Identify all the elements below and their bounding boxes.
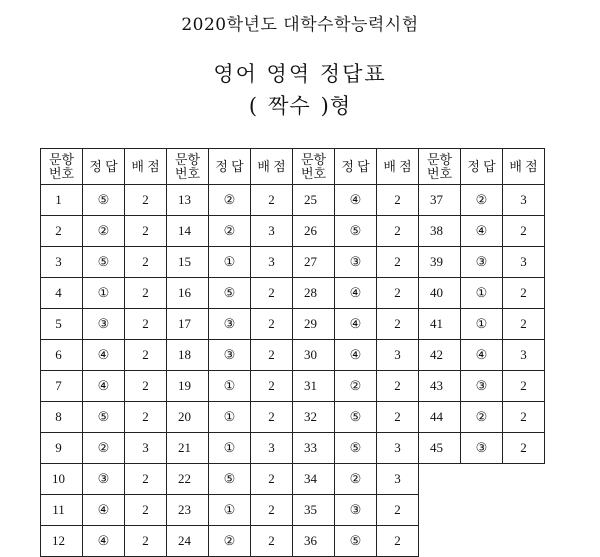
empty-cell [461,495,503,526]
question-points: 2 [125,464,167,495]
question-points: 2 [125,247,167,278]
question-points: 2 [251,278,293,309]
question-number: 38 [419,216,461,247]
question-number: 31 [293,371,335,402]
correct-answer: ② [461,185,503,216]
correct-answer: ⑤ [335,216,377,247]
column-header-number [293,149,335,185]
question-number: 14 [167,216,209,247]
question-points: 2 [251,371,293,402]
question-points: 2 [377,309,419,340]
correct-answer: ⑤ [209,278,251,309]
type-name: 짝수 [268,94,311,118]
table-row [41,371,545,402]
type-open-paren: ( [248,94,259,118]
correct-answer: ④ [461,340,503,371]
question-number: 9 [41,433,83,464]
question-number: 18 [167,340,209,371]
question-points: 3 [377,340,419,371]
question-number: 7 [41,371,83,402]
correct-answer: ② [83,433,125,464]
empty-cell [461,464,503,495]
question-number: 12 [41,526,83,557]
question-points: 2 [125,216,167,247]
question-points: 2 [503,216,545,247]
correct-answer: ② [461,402,503,433]
question-number: 26 [293,216,335,247]
correct-answer: ① [461,278,503,309]
table-row [41,433,545,464]
question-points: 2 [377,185,419,216]
question-number: 3 [41,247,83,278]
question-number: 13 [167,185,209,216]
column-header-number-line2: 번호 [48,165,75,181]
empty-cell [419,464,461,495]
question-number: 21 [167,433,209,464]
question-number: 6 [41,340,83,371]
correct-answer: ④ [335,340,377,371]
column-header-number-line2: 번호 [426,165,453,181]
question-number: 37 [419,185,461,216]
question-points: 2 [377,247,419,278]
correct-answer: ⑤ [83,185,125,216]
question-points: 2 [125,371,167,402]
correct-answer: ② [209,216,251,247]
correct-answer: ⑤ [335,526,377,557]
question-number: 8 [41,402,83,433]
question-number: 1 [41,185,83,216]
answer-table-body [41,185,545,557]
empty-cell [419,495,461,526]
correct-answer: ③ [461,247,503,278]
question-points: 2 [251,309,293,340]
column-header-points: 배 점 [503,149,545,185]
table-row [41,278,545,309]
header-row [41,149,545,185]
question-points: 3 [251,247,293,278]
column-header-answer: 정 답 [335,149,377,185]
question-points: 3 [251,433,293,464]
correct-answer: ② [209,526,251,557]
question-number: 43 [419,371,461,402]
question-number: 40 [419,278,461,309]
question-number: 34 [293,464,335,495]
column-header-answer: 정 답 [209,149,251,185]
correct-answer: ⑤ [335,433,377,464]
table-row [41,185,545,216]
question-number: 44 [419,402,461,433]
question-number: 11 [41,495,83,526]
question-number: 5 [41,309,83,340]
question-number: 35 [293,495,335,526]
question-points: 2 [251,526,293,557]
column-header-points: 배 점 [377,149,419,185]
question-number: 23 [167,495,209,526]
column-header-number-line1: 문항 [174,151,201,167]
table-row [41,495,545,526]
question-points: 2 [125,185,167,216]
correct-answer: ④ [335,185,377,216]
column-header-answer: 정 답 [461,149,503,185]
question-points: 2 [125,340,167,371]
question-number: 17 [167,309,209,340]
answer-key-table [40,148,545,557]
question-points: 2 [503,371,545,402]
question-number: 20 [167,402,209,433]
empty-cell [503,464,545,495]
correct-answer: ② [209,185,251,216]
column-header-answer: 정 답 [83,149,125,185]
correct-answer: ④ [335,309,377,340]
question-points: 3 [503,340,545,371]
question-points: 2 [377,278,419,309]
exam-type-label [0,90,600,120]
table-row [41,464,545,495]
document-title: 2020학년도 대학수학능력시험 [181,15,419,35]
correct-answer: ① [209,433,251,464]
correct-answer: ③ [461,433,503,464]
correct-answer: ④ [83,495,125,526]
question-points: 3 [377,464,419,495]
question-number: 22 [167,464,209,495]
question-number: 36 [293,526,335,557]
question-number: 28 [293,278,335,309]
correct-answer: ④ [83,371,125,402]
question-number: 32 [293,402,335,433]
correct-answer: ③ [83,464,125,495]
question-points: 2 [125,495,167,526]
correct-answer: ③ [335,495,377,526]
column-header-number [41,149,83,185]
correct-answer: ⑤ [83,402,125,433]
correct-answer: ③ [461,371,503,402]
question-number: 16 [167,278,209,309]
question-points: 2 [251,495,293,526]
correct-answer: ② [83,216,125,247]
correct-answer: ④ [461,216,503,247]
correct-answer: ④ [83,340,125,371]
correct-answer: ③ [335,247,377,278]
correct-answer: ① [209,402,251,433]
column-header-number-line1: 문항 [48,151,75,167]
question-points: 2 [503,278,545,309]
question-points: 3 [377,433,419,464]
question-points: 2 [251,464,293,495]
correct-answer: ① [209,495,251,526]
question-number: 19 [167,371,209,402]
column-header-number [167,149,209,185]
question-points: 2 [503,433,545,464]
question-points: 2 [125,526,167,557]
correct-answer: ② [335,464,377,495]
table-row [41,309,545,340]
question-points: 3 [503,185,545,216]
question-points: 2 [377,371,419,402]
question-points: 2 [377,495,419,526]
question-number: 2 [41,216,83,247]
question-points: 3 [503,247,545,278]
correct-answer: ② [335,371,377,402]
question-points: 2 [251,340,293,371]
correct-answer: ⑤ [335,402,377,433]
correct-answer: ③ [83,309,125,340]
question-number: 15 [167,247,209,278]
correct-answer: ① [461,309,503,340]
table-row [41,216,545,247]
question-points: 2 [125,309,167,340]
column-header-points: 배 점 [125,149,167,185]
correct-answer: ④ [83,526,125,557]
question-number: 4 [41,278,83,309]
empty-cell [503,495,545,526]
question-number: 24 [167,526,209,557]
question-number: 27 [293,247,335,278]
correct-answer: ③ [209,340,251,371]
question-points: 2 [377,402,419,433]
column-header-points: 배 점 [251,149,293,185]
column-header-number [419,149,461,185]
correct-answer: ① [83,278,125,309]
table-row [41,247,545,278]
table-row [41,402,545,433]
question-points: 3 [251,216,293,247]
table-row [41,340,545,371]
correct-answer: ⑤ [83,247,125,278]
column-header-number-line2: 번호 [300,165,327,181]
question-number: 25 [293,185,335,216]
document-subtitle: 영어 영역 정답표 [213,62,387,86]
question-number: 29 [293,309,335,340]
question-number: 30 [293,340,335,371]
question-points: 3 [125,433,167,464]
question-points: 2 [377,526,419,557]
question-points: 2 [377,216,419,247]
question-points: 2 [125,402,167,433]
column-header-number-line2: 번호 [174,165,201,181]
question-number: 33 [293,433,335,464]
correct-answer: ① [209,247,251,278]
question-points: 2 [503,309,545,340]
correct-answer: ① [209,371,251,402]
question-points: 2 [503,402,545,433]
correct-answer: ④ [335,278,377,309]
column-header-number-line1: 문항 [426,151,453,167]
question-number: 41 [419,309,461,340]
type-close-suffix: )형 [320,94,352,118]
question-points: 2 [251,185,293,216]
question-points: 2 [251,402,293,433]
question-number: 10 [41,464,83,495]
question-points: 2 [125,278,167,309]
question-number: 39 [419,247,461,278]
correct-answer: ③ [209,309,251,340]
question-number: 45 [419,433,461,464]
question-number: 42 [419,340,461,371]
correct-answer: ⑤ [209,464,251,495]
column-header-number-line1: 문항 [300,151,327,167]
